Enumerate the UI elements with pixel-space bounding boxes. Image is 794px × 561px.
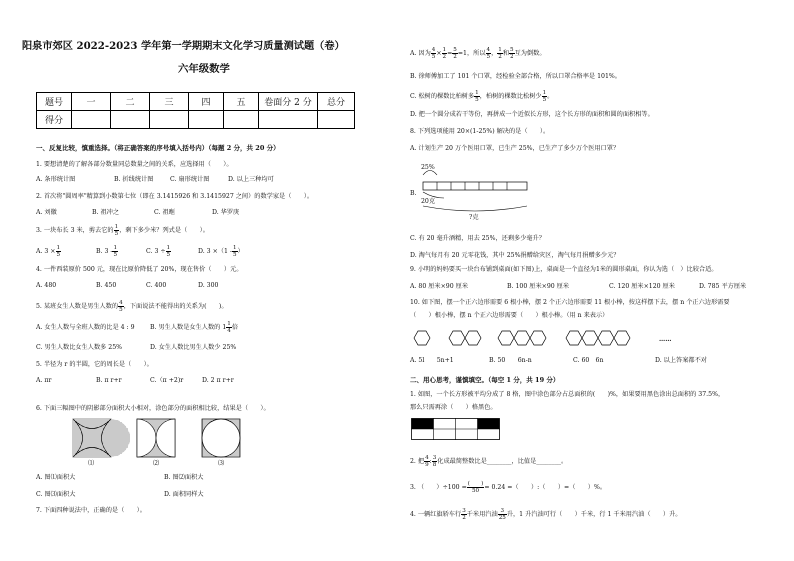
option-c-trees: C. 松树的棵数比柏树多 $\frac{1}{5}$ ，柏树的棵数比松树少 $\frac{1}{5}$ 。 bbox=[410, 90, 554, 103]
fraction: $\frac{1}{2}$ bbox=[442, 47, 447, 60]
q2-option-d: D. 华罗庚 bbox=[212, 209, 240, 216]
question-3 bbox=[36, 224, 209, 237]
score-input[interactable] bbox=[224, 111, 259, 129]
question-2: 2. 首次将"圆周率"精算到小数第七位（即在 3.1415926 和 3.1415927 之间）的数学家是（ ）。 bbox=[36, 193, 314, 200]
option-d-circle: D. 把一个圆分成若干等份，再拼成一个近似长方形，这个长方形的面积和圆的面积相等。 bbox=[410, 111, 654, 118]
q6-option-c: C.（π +2)r bbox=[150, 377, 184, 384]
score-table-score-row bbox=[37, 111, 355, 129]
q4-option-b: B. 450 bbox=[96, 282, 117, 289]
r9-option-b: B. 100 厘米×90 厘米 bbox=[507, 283, 570, 290]
exam-subtitle: 六年级数学 bbox=[178, 63, 230, 75]
fraction: $\frac{1}{4}$ bbox=[227, 321, 231, 334]
s2-question-3: 3. （ ）÷100 = $\frac{( )}{50}$ = 0.24 =（ ）:（ ）=（ ）%。 bbox=[410, 481, 607, 494]
score-cell: 三 bbox=[150, 93, 189, 111]
eight-grid-rectangle bbox=[411, 418, 501, 440]
q7-option-b: B. 图⑵面积大 bbox=[164, 474, 204, 481]
q5-option-a: A. 女生人数与全班人数的比是 4 : 9 bbox=[36, 324, 135, 331]
fraction: $\frac{3}{25}$ bbox=[498, 508, 506, 521]
fraction: $\frac{1}{5}$ bbox=[542, 90, 547, 103]
exam-title: 阳泉市郊区 2022-2023 学年第一学期期末文化学习质量测试题（卷） bbox=[22, 40, 345, 52]
score-cell: 一 bbox=[72, 93, 111, 111]
question-r10-line2: （ ）根小棒，摆 n 个正六边形需要（ ）根小棒。（用 n 来表示） bbox=[410, 312, 609, 319]
score-cell: 五 bbox=[224, 93, 259, 111]
fraction: $\frac{1}{5}$ bbox=[475, 90, 479, 103]
fraction: $\frac{4}{5}$ bbox=[431, 47, 436, 60]
fraction: $\frac{4}{5}$ bbox=[119, 300, 123, 313]
score-cell: 得分 bbox=[37, 111, 72, 129]
q7-option-c: C. 图⑶面积大 bbox=[36, 491, 76, 498]
q6-option-a: A. πr bbox=[36, 377, 52, 384]
fraction: $\frac{3}{8}$ bbox=[432, 455, 437, 468]
r10-option-a: A. 5l 5n+1 bbox=[410, 357, 454, 364]
r10-option-d: D. 以上答案都不对 bbox=[655, 357, 707, 364]
score-input[interactable] bbox=[72, 111, 111, 129]
fraction: $\frac{1}{2}$ bbox=[498, 47, 502, 60]
fraction: $\frac{4}{5}$ bbox=[486, 47, 491, 60]
fraction: $\frac{( )}{50}$ bbox=[467, 481, 484, 494]
fraction: $\frac{5}{2}$ bbox=[510, 47, 514, 60]
question-r9: 9. 小明的妈妈要买一块台布铺到桌面(如下图)上，桌面是一个直径为1米的圆形桌面，你认为选（ ）比较合适。 bbox=[410, 266, 718, 273]
q3-option-d: D. 3 ×（1 - $\frac{1}{5}$ ） bbox=[198, 245, 244, 258]
figure-1 bbox=[72, 418, 130, 458]
q2-option-c: C. 祖暅 bbox=[154, 209, 175, 216]
s2-question-2: 2. 把 $\frac{4}{9}$ : $\frac{3}{8}$ 化成最简整数比是________，比值是________。 bbox=[410, 455, 568, 468]
score-table-header-row bbox=[37, 93, 355, 111]
r8-option-b-label: B. bbox=[410, 190, 417, 197]
score-cell: 卷面分 2 分 bbox=[259, 93, 318, 111]
score-input[interactable] bbox=[189, 111, 224, 129]
question-r10-line1: 10. 如下图，摆一个正六边形需要 6 根小棒，摆 2 个正六边形需要 11 根小棒，按这样摆下去，摆 n 个正六边形需要 bbox=[410, 299, 730, 306]
r9-option-a: A. 80 厘米×90 厘米 bbox=[410, 283, 469, 290]
option-b-rate: B. 徐师傅加工了 101 个口罩，经检验全部合格，所以口罩合格率是 101%。 bbox=[410, 73, 621, 80]
q3-option-a: A. 3 × $\frac{1}{5}$ bbox=[36, 245, 61, 258]
q3-option-b: B. 3 - $\frac{1}{5}$ bbox=[96, 245, 118, 258]
q7-option-a: A. 图⑴面积大 bbox=[36, 474, 76, 481]
score-cell: 二 bbox=[111, 93, 150, 111]
q1-option-c: C. 扇形统计图 bbox=[170, 176, 210, 183]
r10-option-b: B. 50 6n-n bbox=[489, 357, 532, 364]
tape-percent-label: 25% bbox=[421, 164, 435, 171]
score-input[interactable] bbox=[259, 111, 318, 129]
figure-3-label: ⑶ bbox=[218, 460, 225, 467]
score-cell: 四 bbox=[189, 93, 224, 111]
figure-1-label: ⑴ bbox=[88, 460, 95, 467]
question-5: 5. 某班女生人数是男生人数的 $\frac{4}{5}$ ，下面说法不能得出的关系为( )。 bbox=[36, 300, 228, 313]
q3-text-a: 3. 一块布长 3 米，剪去它的 bbox=[36, 227, 114, 234]
q4-option-d: D. 300 bbox=[198, 282, 219, 289]
fraction: $\frac{4}{9}$ bbox=[425, 455, 429, 468]
score-cell: 题号 bbox=[37, 93, 72, 111]
q4-option-c: C. 400 bbox=[146, 282, 167, 289]
question-8: 7. 下面四种说法中，正确的是（ ）。 bbox=[36, 507, 146, 514]
r9-option-c: C. 120 厘米×120 厘米 bbox=[609, 283, 675, 290]
q5-option-d: D. 女生人数比男生人数少 25% bbox=[150, 344, 237, 351]
q3-option-c: C. 3 ÷ $\frac{1}{5}$ bbox=[146, 245, 171, 258]
section1-heading: 一、反复比较，慎重选择。（将正确答案的序号填入括号内）（每题 2 分，共 20 分） bbox=[36, 144, 280, 152]
q5-option-b: B. 男生人数是女生人数的 1 $\frac{1}{4}$ 倍 bbox=[150, 321, 239, 334]
q3-text-b: ，剩下多少米？列式是（ ）。 bbox=[119, 227, 209, 234]
fraction: $\frac{1}{5}$ bbox=[56, 245, 61, 258]
fraction: $\frac{1}{5}$ bbox=[113, 245, 118, 258]
fraction: $\frac{1}{5}$ bbox=[114, 224, 119, 237]
section2-heading: 二、用心思考，谨慎填空。（每空 1 分，共 19 分） bbox=[410, 376, 560, 384]
question-r8: 8. 下列选项能用 20×(1-25%) 解决的是（ ）。 bbox=[410, 128, 550, 135]
hexagon-1 bbox=[414, 331, 430, 345]
s2-question-4: 4. 一辆红旗轿车行 $\frac{3}{2}$ 千米用汽油 $\frac{3}{25}$ 升，1 升汽油可行（ ）千米，行 1 千米用汽油（ ）升。 bbox=[410, 508, 682, 521]
tape-diagram bbox=[420, 162, 540, 224]
q1-option-d: D. 以上三种均可 bbox=[228, 176, 274, 183]
q2-option-b: B. 祖冲之 bbox=[92, 209, 120, 216]
score-input[interactable] bbox=[111, 111, 150, 129]
fraction: $\frac{1}{5}$ bbox=[232, 245, 237, 258]
option-a-reciprocal: A. 因为 $\frac{4}{5}$ × $\frac{1}{2}$ = $\frac{5}{2}$ =1，所以 $\frac{4}{5}$ ， $\frac{1}{2}$ 和 $\frac{5}{2}$ 互为倒数。 bbox=[410, 47, 546, 60]
q1-option-a: A. 条形统计图 bbox=[36, 176, 76, 183]
score-input[interactable] bbox=[318, 111, 355, 129]
r10-option-c: C. 60 6n bbox=[573, 357, 604, 364]
question-4: 4. 一件西装原价 500 元，现在比原价降低了 20%，现在售价（ ）元。 bbox=[36, 266, 243, 273]
question-7: 6. 下面三幅图中的阴影部分面积大小相对，涂色部分的面积相比较，结果是（ ）。 bbox=[36, 405, 270, 412]
shaded-figures bbox=[72, 418, 262, 458]
hexagon-patterns bbox=[411, 329, 741, 347]
tape-total-label: ?克 bbox=[469, 214, 479, 221]
q4-option-a: A. 480 bbox=[36, 282, 57, 289]
q6-option-d: D. 2 π r+r bbox=[202, 377, 234, 384]
r8-option-d: D. 淘气每月有 20 元零花钱，其中 25%捐赠给灾区，淘气每月捐赠多少元？ bbox=[410, 252, 620, 259]
tape-left-label: 20克 bbox=[421, 198, 436, 205]
q7-option-d: D. 面积同样大 bbox=[164, 491, 204, 498]
fraction: $\frac{3}{2}$ bbox=[462, 508, 466, 521]
r9-option-d: D. 785 平方厘米 bbox=[699, 283, 747, 290]
fraction: $\frac{1}{5}$ bbox=[166, 245, 171, 258]
figure-3 bbox=[202, 419, 240, 457]
fraction: $\frac{5}{2}$ bbox=[453, 47, 457, 60]
figure-2-label: ⑵ bbox=[153, 460, 160, 467]
question-6: 5. 半径为 r 的半圆，它的周长是（ ）。 bbox=[36, 361, 153, 368]
s2-question-1-line1: 1. 如图，一个长方形被平均分成了 8 格，图中涂色部分占总面积的( )%，如果要用黑色涂出总面积的 37.5%， bbox=[410, 391, 725, 398]
q6-option-b: B. π r+r bbox=[96, 377, 122, 384]
hexagon-ellipsis: …… bbox=[659, 336, 672, 343]
score-input[interactable] bbox=[150, 111, 189, 129]
r8-option-a: A. 计划生产 20 万个医用口罩，已生产 25%，已生产了多少万个医用口罩？ bbox=[410, 145, 620, 152]
right-column bbox=[397, 0, 794, 561]
q5-option-c: C. 男生人数比女生人数多 25% bbox=[36, 344, 123, 351]
question-1: 1. 要想清楚的了解各部分数量同总数量之间的关系，应选择用（ ）。 bbox=[36, 161, 233, 168]
r8-option-c: C. 有 20 毫升酒精，用去 25%，还剩多少毫升？ bbox=[410, 235, 545, 242]
q1-option-b: B. 折线统计图 bbox=[114, 176, 154, 183]
q2-option-a: A. 刘徽 bbox=[36, 209, 57, 216]
s2-question-1-line2: 那么只需再涂（ ）格黑色。 bbox=[410, 404, 497, 411]
score-table bbox=[36, 92, 355, 129]
score-cell: 总分 bbox=[318, 93, 355, 111]
